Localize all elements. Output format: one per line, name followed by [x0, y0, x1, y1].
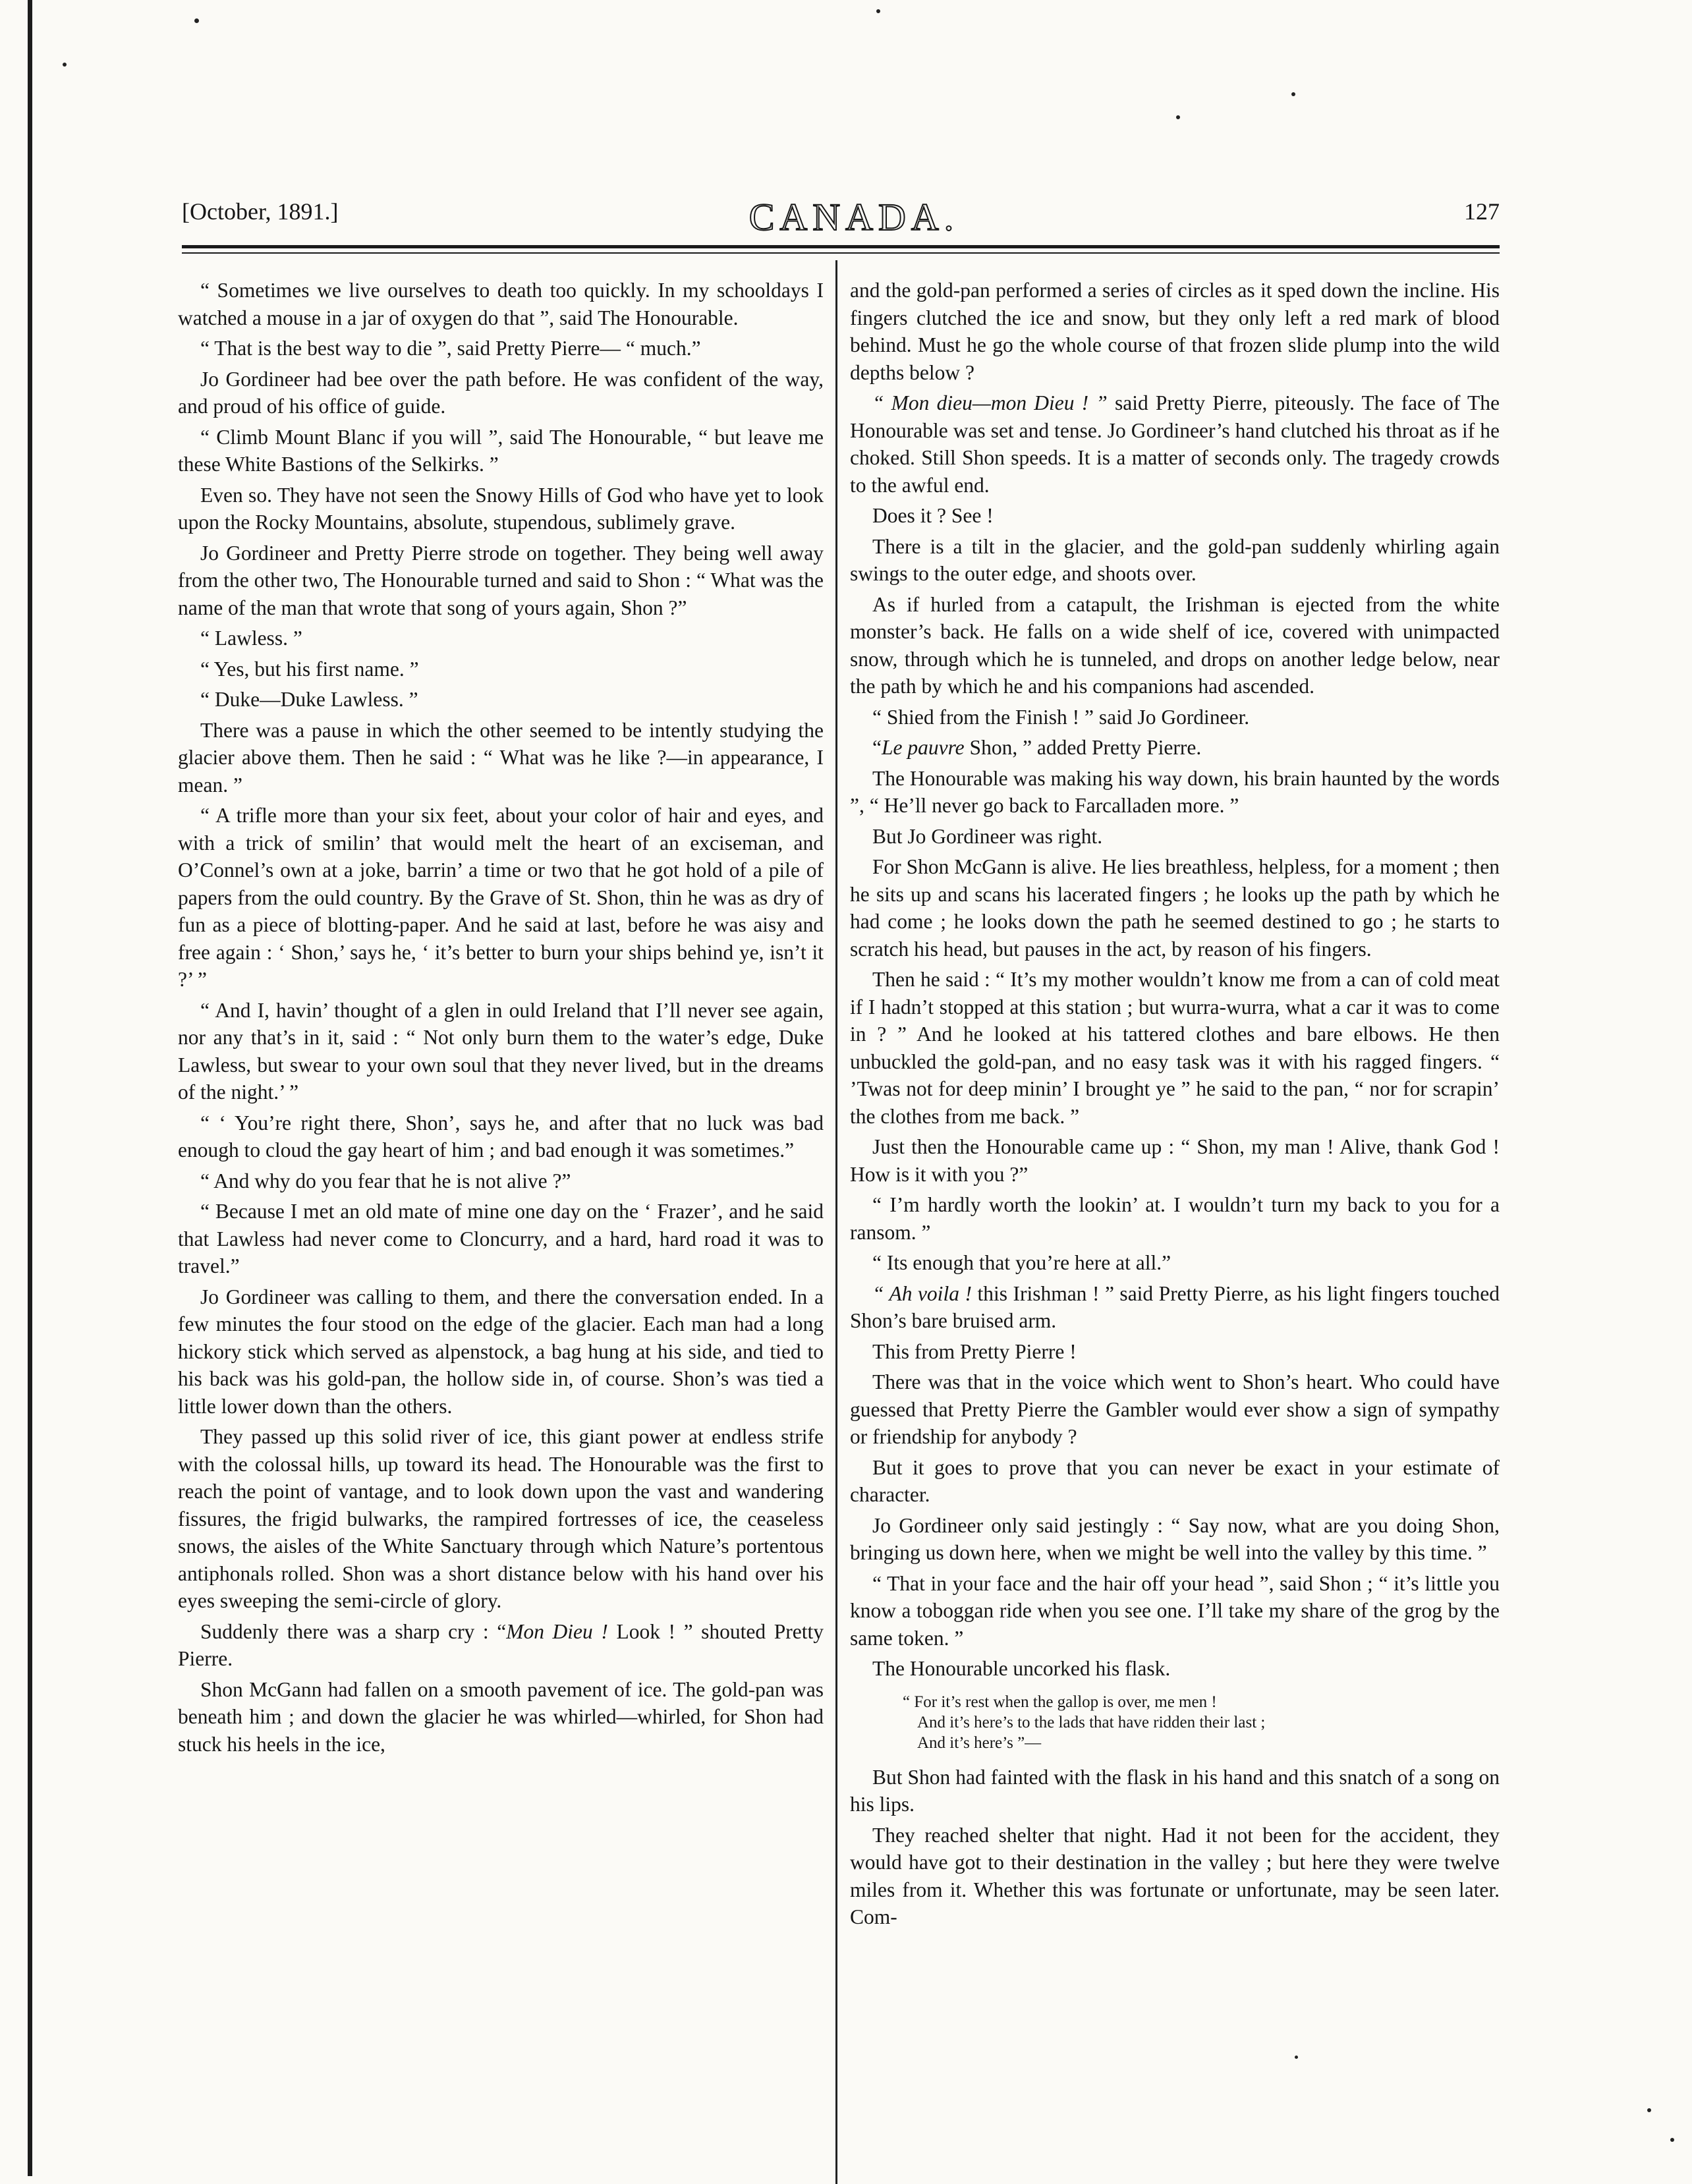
- text-run: Suddenly there was a sharp cry : “: [200, 1619, 507, 1643]
- paragraph: “ ‘ You’re right there, Shon’, says he, and after that no luck was bad enough to cloud the gay heart of him ; and bad enough it was sometimes.”: [178, 1111, 824, 1162]
- page-number: 127: [1464, 198, 1500, 225]
- paragraph: Jo Gordineer and Pretty Pierre strode on together. They being well away from the other two, The Honourable turned and said to Shon : “ What was the name of the man that wrote that song of yours again, Shon ?”: [178, 541, 824, 619]
- verse-line: “ For it’s rest when the gallop is over, me men !: [903, 1693, 1217, 1711]
- paragraph: Shon McGann had fallen on a smooth pavement of ice. The gold-pan was beneath him ; and down the glacier he was whirled—whirled, for Shon had stuck his heels in the ice,: [178, 1677, 824, 1756]
- paragraph: “ A trifle more than your six feet, about your color of hair and eyes, and with a trick of smilin’ that would melt the heart of an exciseman, and O’Connel’s own at a joke, barrin’ a time or two that he got hold of a pile of papers from the ould country. By the Grave of St. Shon, thin he was as dry of fun as a piece of blotting-paper. And he said at last, before he was aisy and free again : ‘ Shon,’ says he, ‘ it’s better to burn your ships behind ye, isn’t it ?’ ”: [178, 804, 824, 991]
- paragraph: “ Climb Mount Blanc if you will ”, said The Honourable, “ but leave me these White Bastions of the Selkirks. ”: [178, 425, 824, 476]
- paragraph: Jo Gordineer had bee over the path before. He was confident of the way, and proud of his office of guide.: [178, 367, 824, 418]
- paragraph: “ Because I met an old mate of mine one day on the ‘ Frazer’, and he said that Lawless had never come to Cloncurry, and a hard, hard road it was to travel.”: [178, 1200, 824, 1277]
- scan-edge-line: [28, 0, 32, 2176]
- paragraph: “ And I, havin’ thought of a glen in ould Ireland that I’ll never see again, nor any that’s in it, said : “ Not only burn them to the water’s edge, Duke Lawless, but swear to your own soul that they never lived, but in the dreams of the night.’ ”: [178, 998, 824, 1104]
- scan-speck: [1670, 2138, 1674, 2142]
- text-run: said Pretty Pierre, piteously. The face of The Honourable was set and tense. Jo Gordineer’s hand clutched his throat as if he choked. Still Shon speeds. It is a matter of seconds only. The tragedy crowds to the awful end.: [850, 391, 1500, 497]
- paragraph: The Honourable uncorked his flask.: [872, 1657, 1171, 1680]
- paragraph: [850, 1280, 1500, 1335]
- text-run: Look ! ” shouted Pretty Pierre.: [178, 1619, 824, 1670]
- paragraph: There was a pause in which the other seemed to be intently studying the glacier above them. Then he said : “ What was he like ?—in appearance, I mean. ”: [178, 718, 824, 797]
- scan-speck: [1291, 92, 1295, 96]
- scan-speck: [194, 18, 199, 23]
- italic-phrase: Le pauvre: [881, 736, 965, 759]
- text-run: “: [872, 736, 882, 759]
- paragraph: [178, 1618, 824, 1673]
- song-verse: [903, 1692, 1500, 1753]
- scan-speck: [63, 63, 67, 67]
- paragraph: But Shon had fainted with the flask in his hand and this snatch of a song on his lips.: [850, 1765, 1500, 1816]
- paragraph-continued: and the gold-pan performed a series of circles as it sped down the incline. His fingers clutched the ice and snow, but they only left a red mark of blood behind. Must he go the whole course of that frozen slide plump into the wild depths below ?: [850, 279, 1500, 384]
- paragraph: “ Duke—Duke Lawless. ”: [200, 688, 418, 711]
- paragraph: Just then the Honourable came up : “ Shon, my man ! Alive, thank God ! How is it with you ?”: [850, 1135, 1500, 1186]
- scan-speck: [1647, 2108, 1651, 2112]
- paragraph: For Shon McGann is alive. He lies breathless, helpless, for a moment ; then he sits up and scans his lacerated fingers ; he looks up the path by which he had come ; he looks down the path he seemed destined to go ; he starts to scratch his head, but pauses in the act, by reason of his fingers.: [850, 855, 1500, 961]
- paragraph: But it goes to prove that you can never be exact in your estimate of character.: [850, 1455, 1500, 1506]
- paragraph: “ Shied from the Finish ! ” said Jo Gordineer.: [872, 705, 1250, 729]
- paragraph: There is a tilt in the glacier, and the gold-pan suddenly whirling again swings to the outer edge, and shoots over.: [850, 534, 1500, 585]
- paragraph: “ Sometimes we live ourselves to death too quickly. In my schooldays I watched a mouse in a jar of oxygen do that ”, said The Honourable.: [178, 279, 824, 329]
- left-column: [178, 277, 824, 1761]
- scan-speck: [1295, 2056, 1298, 2059]
- running-header: [182, 198, 1500, 237]
- text-run: Shon, ” added Pretty Pierre.: [964, 736, 1202, 759]
- issue-date: [October, 1891.]: [182, 198, 339, 225]
- header-rule-thick: [182, 245, 1500, 248]
- paragraph: “ Yes, but his first name. ”: [200, 657, 419, 681]
- text-run: this Irishman ! ” said Pretty Pierre, as his light fingers touched Shon’s bare bruised arm.: [850, 1281, 1500, 1332]
- paragraph: They passed up this solid river of ice, this giant power at endless strife with the colossal hills, up toward its head. The Honourable was the first to reach the point of vantage, and to look down upon the vast and wandering fissures, the frigid bulwarks, the rampired fortresses of ice, the ceaseless snows, the aisles of the White Sanctuary through which Nature’s portentous antiphonals rolled. Shon was a short distance below with his hand over his eyes sweeping the semi-circle of glory.: [178, 1425, 824, 1612]
- column-divider: [835, 260, 837, 2184]
- paragraph: Then he said : “ It’s my mother wouldn’t know me from a can of cold meat if I hadn’t stopped at this station ; but wurra-wurra, what a car it was to come in ? ” And he looked at his tattered clothes and bare elbows. He then unbuckled the gold-pan, and no easy task was it with his ragged fingers. “ ’Twas not for deep minin’ I brought ye ” he said to the pan, “ nor for scrapin’ the clothes from me back. ”: [850, 968, 1500, 1128]
- paragraph: Even so. They have not seen the Snowy Hills of God who have yet to look upon the Rocky Mountains, absolute, stupendous, sublimely grave.: [178, 483, 824, 534]
- paragraph: “ Lawless. ”: [200, 627, 302, 650]
- journal-title: CANADA.: [748, 196, 959, 238]
- scan-speck: [876, 9, 880, 13]
- paragraph: They reached shelter that night. Had it not been for the accident, they would have got to their destination in the valley ; but here they were twelve miles from it. Whether this was fortunate or unfortunate, may be seen later. Com-: [850, 1823, 1500, 1928]
- verse-line: And it’s here’s to the lads that have ridden their last ;: [917, 1713, 1266, 1731]
- paragraph: “ That is the best way to die ”, said Pretty Pierre— “ much.”: [200, 337, 701, 360]
- paragraph: This from Pretty Pierre !: [872, 1339, 1077, 1363]
- paragraph: “ That in your face and the hair off your head ”, said Shon ; “ it’s little you know a toboggan ride when you see one. I’ll take my share of the grog by the same token. ”: [850, 1571, 1500, 1650]
- paragraph: “ And why do you fear that he is not alive ?”: [200, 1169, 571, 1192]
- right-column: [850, 277, 1500, 1934]
- paragraph: The Honourable was making his way down, his brain haunted by the words ”, “ He’ll never go back to Farcalladen more. ”: [850, 766, 1500, 817]
- paragraph: Does it ? See !: [872, 504, 994, 527]
- header-rule-thin: [182, 252, 1500, 254]
- paragraph: Jo Gordineer was calling to them, and there the conversation ended. In a few minutes the four stood on the edge of the glacier. Each man had a long hickory stick which served as alpenstock, a bag hung at his side, and tied to his back was his gold-pan, the hollow side in, of course. Shon’s was tied a little lower down than the others.: [178, 1285, 824, 1418]
- paragraph: Jo Gordineer only said jestingly : “ Say now, what are you doing Shon, bringing us down here, when we might be well into the valley by this time. ”: [850, 1513, 1500, 1564]
- paragraph: But Jo Gordineer was right.: [872, 824, 1103, 848]
- paragraph: “ I’m hardly worth the lookin’ at. I wouldn’t turn my back to you for a ransom. ”: [850, 1193, 1500, 1244]
- paragraph: [850, 734, 1500, 762]
- paragraph: [850, 389, 1500, 499]
- paragraph: As if hurled from a catapult, the Irishman is ejected from the white monster’s back. He falls on a wide shelf of ice, covered with unimpacted snow, through which he is tunneled, and drops on another ledge below, near the path by which he and his companions had ascended.: [850, 592, 1500, 698]
- scan-speck: [1176, 115, 1180, 119]
- italic-exclamation: “ Mon dieu—mon Dieu ! ”: [872, 391, 1108, 414]
- paragraph: There was that in the voice which went to Shon’s heart. Who could have guessed that Pretty Pierre the Gambler would ever show a sign of sympathy or friendship for anybody ?: [850, 1370, 1500, 1448]
- italic-exclamation: “ Ah voila !: [872, 1281, 972, 1305]
- italic-exclamation: Mon Dieu !: [506, 1619, 617, 1643]
- paragraph: “ Its enough that you’re here at all.”: [872, 1251, 1171, 1274]
- verse-line: And it’s here’s ”—: [917, 1733, 1042, 1752]
